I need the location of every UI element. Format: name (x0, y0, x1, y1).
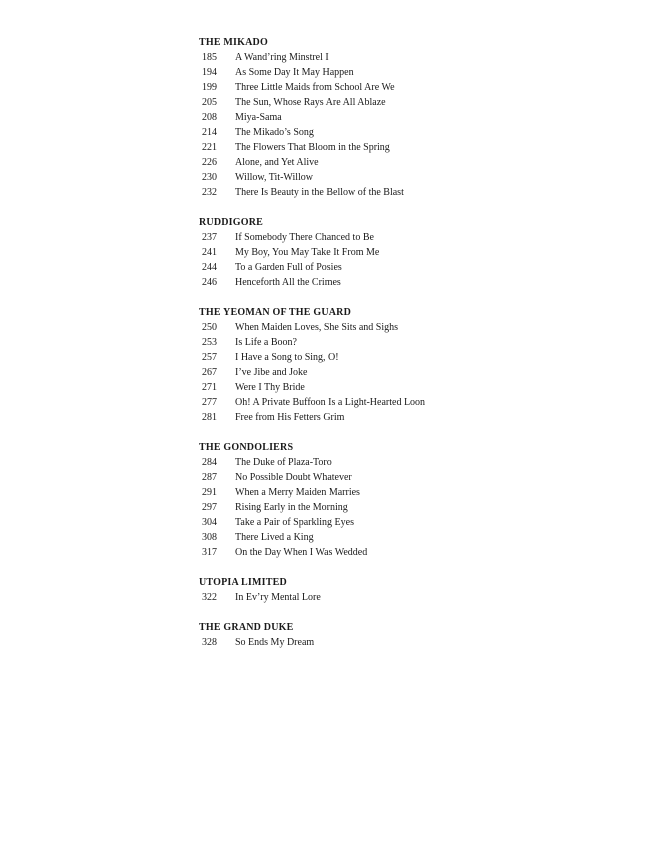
toc-entry (199, 125, 619, 140)
page-number: 284 (202, 457, 217, 468)
song-title: Oh! A Private Buffoon Is a Light-Hearted Loon (235, 397, 426, 408)
toc-section (199, 215, 619, 290)
page-number: 208 (202, 112, 217, 123)
toc-entry (199, 80, 619, 95)
page-number: 308 (202, 532, 217, 543)
song-title: To a Garden Full of Posies (235, 262, 342, 273)
toc-entry (199, 410, 619, 425)
toc-entry (199, 185, 619, 200)
toc-entry (199, 65, 619, 80)
toc-entry (199, 530, 619, 545)
song-title: A Wand’ring Minstrel I (235, 52, 329, 63)
page-number: 304 (202, 517, 217, 528)
song-title: Henceforth All the Crimes (235, 277, 341, 288)
page-number: 271 (202, 382, 217, 393)
toc-section (199, 440, 619, 560)
toc-entry (199, 110, 619, 125)
song-title: No Possible Doubt Whatever (235, 472, 352, 483)
toc-entry (199, 455, 619, 470)
page-number: 277 (202, 397, 217, 408)
page-number: 246 (202, 277, 217, 288)
song-title: When Maiden Loves, She Sits and Sighs (235, 322, 399, 333)
toc-entry (199, 515, 619, 530)
toc-section (199, 620, 619, 650)
page-number: 226 (202, 157, 217, 168)
toc-entry (199, 260, 619, 275)
song-title: The Sun, Whose Rays Are All Ablaze (235, 97, 386, 108)
toc-entry (199, 500, 619, 515)
page-number: 253 (202, 337, 217, 348)
song-title: Three Little Maids from School Are We (235, 82, 395, 93)
toc-entry (199, 485, 619, 500)
toc-entry (199, 95, 619, 110)
song-title: Take a Pair of Sparkling Eyes (235, 517, 354, 528)
page-number: 291 (202, 487, 217, 498)
page-number: 230 (202, 172, 217, 183)
page-number: 317 (202, 547, 217, 558)
toc-entry (199, 365, 619, 380)
toc-entry (199, 155, 619, 170)
toc-section (199, 305, 619, 425)
toc-section (199, 35, 619, 200)
toc-entry (199, 245, 619, 260)
toc-entry (199, 395, 619, 410)
song-title: Alone, and Yet Alive (235, 157, 319, 168)
song-title: Miya-Sama (235, 112, 282, 123)
song-title: The Flowers That Bloom in the Spring (235, 142, 390, 153)
toc-entry (199, 275, 619, 290)
toc-entry (199, 140, 619, 155)
toc-entry (199, 170, 619, 185)
toc-entry (199, 50, 619, 65)
song-title: So Ends My Dream (235, 637, 315, 648)
toc-entry (199, 350, 619, 365)
song-title: Willow, Tit-Willow (235, 172, 314, 183)
song-title: Were I Thy Bride (235, 382, 305, 393)
toc-entry (199, 545, 619, 560)
toc-entry (199, 380, 619, 395)
page-number: 267 (202, 367, 217, 378)
song-title: As Some Day It May Happen (235, 67, 354, 78)
toc-entry (199, 470, 619, 485)
song-title: If Somebody There Chanced to Be (235, 232, 374, 243)
page-number: 199 (202, 82, 217, 93)
toc-entry (199, 230, 619, 245)
table-of-contents (199, 35, 619, 665)
section-title: UTOPIA LIMITED (199, 577, 287, 588)
song-title: There Lived a King (235, 532, 314, 543)
song-title: In Ev’ry Mental Lore (235, 592, 321, 603)
page-number: 297 (202, 502, 217, 513)
page-number: 214 (202, 127, 217, 138)
song-title: When a Merry Maiden Marries (235, 487, 360, 498)
page-number: 244 (202, 262, 217, 273)
toc-entry (199, 320, 619, 335)
page-number: 257 (202, 352, 217, 363)
page-number: 322 (202, 592, 217, 603)
song-title: On the Day When I Was Wedded (235, 547, 368, 558)
page-number: 205 (202, 97, 217, 108)
section-title: RUDDIGORE (199, 217, 264, 228)
page-number: 232 (202, 187, 217, 198)
section-title: THE MIKADO (199, 37, 268, 48)
page-number: 221 (202, 142, 217, 153)
song-title: I Have a Song to Sing, O! (235, 352, 339, 363)
section-title: THE GONDOLIERS (199, 442, 294, 453)
section-title: THE YEOMAN OF THE GUARD (199, 307, 352, 318)
song-title: Rising Early in the Morning (235, 502, 348, 513)
song-title: Free from His Fetters Grim (235, 412, 345, 423)
page-number: 241 (202, 247, 217, 258)
song-title: The Mikado’s Song (235, 127, 314, 138)
toc-section (199, 575, 619, 605)
song-title: My Boy, You May Take It From Me (235, 247, 380, 258)
section-title: THE GRAND DUKE (199, 622, 294, 633)
song-title: There Is Beauty in the Bellow of the Blast (235, 187, 404, 198)
page-number: 194 (202, 67, 217, 78)
song-title: Is Life a Boon? (235, 337, 297, 348)
song-title: I’ve Jibe and Joke (235, 367, 308, 378)
toc-entry (199, 335, 619, 350)
page-number: 237 (202, 232, 217, 243)
page-number: 328 (202, 637, 217, 648)
page-number: 281 (202, 412, 217, 423)
toc-entry (199, 590, 619, 605)
toc-entry (199, 635, 619, 650)
song-title: The Duke of Plaza-Toro (235, 457, 332, 468)
page-number: 250 (202, 322, 217, 333)
page-number: 287 (202, 472, 217, 483)
page-number: 185 (202, 52, 217, 63)
